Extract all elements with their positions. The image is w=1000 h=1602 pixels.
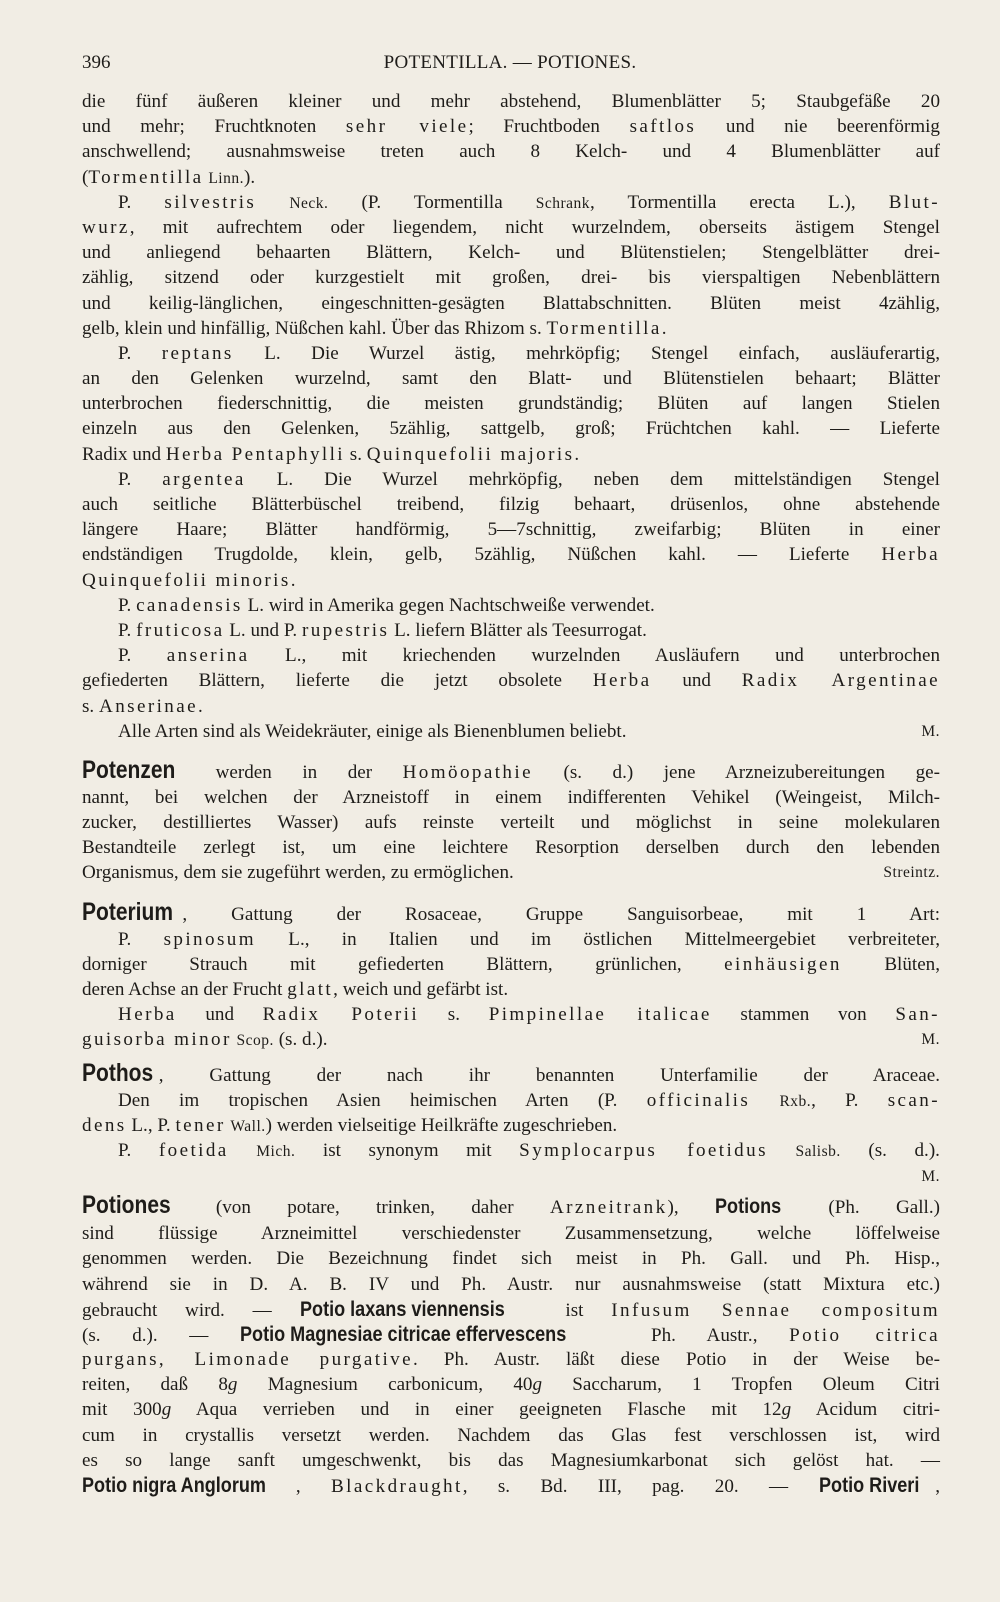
article-pothos: Pothos , Gattung der nach ihr benannten Unterfamilie der Araceae. <box>82 1058 940 1087</box>
text-line: nannt, bei welchen der Arzneistoff in einem indifferenten Vehikel (Weingeist, Milch- <box>82 786 940 808</box>
text-line: und mehr; Fruchtknoten sehr viele; Fruchtboden saftlos und nie beerenförmig <box>82 116 940 138</box>
text-line: endständigen Trugdolde, klein, gelb, 5zählig, Nüßchen kahl. — Lieferte Herba <box>82 544 940 566</box>
text-line: gelb, klein und hinfällig, Nüßchen kahl. Über das Rhizom s. Tormentilla. <box>82 317 667 339</box>
entry-canadensis: P. canadensis L. wird in Amerika gegen Nachtschweiße verwendet. <box>118 594 655 616</box>
text-line: gebraucht wird. — Potio laxans viennensis ist Infusum Sennae compositum <box>82 1297 941 1321</box>
text-line: es so lange sanft umgeschwenkt, bis das Magnesiumkarbonat sich gelöst hat. — <box>82 1449 940 1471</box>
text-line: mit 300g Aqua verrieben und in einer geeigneten Flasche mit 12g Acidum citri- <box>82 1399 940 1421</box>
text-line: genommen werden. Die Bezeichnung findet sich meist in Ph. Gall. und Ph. Hisp., <box>82 1248 940 1270</box>
article-poterium: Poterium , Gattung der Rosaceae, Gruppe Sanguisorbeae, mit 1 Art: <box>82 897 940 926</box>
text-line: an den Gelenken wurzelnd, samt den Blatt- und Blütenstielen behaart; Blätter <box>82 368 940 390</box>
text-line: reiten, daß 8g Magnesium carbonicum, 40g Saccharum, 1 Tropfen Oleum Citri <box>82 1374 940 1396</box>
article-heading: Pothos <box>82 1058 154 1087</box>
text-line: Potio nigra Anglorum , Blackdraught, s. Bd. III, pag. 20. — Potio Riveri , <box>82 1474 940 1497</box>
text-line: auch seitliche Blätterbüschel treibend, filzig behaart, drüsenlos, ohne abstehende <box>82 494 940 515</box>
text-line: anschwellend; ausnahmsweise treten auch 8 Kelch- und 4 Blumenblätter auf <box>82 141 940 163</box>
text-line: Herba und Radix Poterii s. Pimpinellae italicae stammen von San- <box>118 1004 940 1026</box>
text-line: guisorba minor Scop. (s. d.). M. <box>82 1027 940 1052</box>
author-name: Streintz. <box>883 864 940 882</box>
page-number: 396 <box>82 52 111 73</box>
entry-alle-arten: Alle Arten sind als Weidekräuter, einige als Bienenblumen beliebt. M. <box>82 719 940 744</box>
text-line: P. spinosum L., in Italien und im östlichen Mittelmeergebiet verbreiteter, <box>118 928 940 950</box>
text-line: Bestandteile zerlegt ist, um eine leichtere Resorption derselben durch den lebenden <box>82 837 940 859</box>
author-initial: M. <box>921 722 940 740</box>
text-line: sind flüssige Arzneimittel verschiedenster Zusammensetzung, welche löffelweise <box>82 1223 940 1245</box>
text-line: zählig, sitzend oder kurzgestielt mit großen, drei- bis vierspaltigen Nebenblättern <box>82 267 940 289</box>
text-line: einzeln aus den Gelenken, 5zählig, sattgelb, groß; Früchtchen kahl. — Lieferte <box>82 418 940 440</box>
text-line: gefiederten Blättern, lieferte die jetzt obsolete Herba und Radix Argentinae <box>82 670 940 692</box>
article-heading: Potenzen <box>82 755 176 784</box>
text-line: Quinquefolii minoris. <box>82 569 296 591</box>
text-line: dorniger Strauch mit gefiederten Blättern, grünlichen, einhäusigen Blüten, <box>82 953 940 975</box>
author-initial: M. <box>921 1168 940 1186</box>
text-line: deren Achse an der Frucht glatt, weich und gefärbt ist. <box>82 979 509 1000</box>
text-line: wurz, mit aufrechtem oder liegendem, nicht wurzelndem, oberseits ästigem Stengel <box>82 216 940 238</box>
text-line: purgans, Limonade purgative. Ph. Austr. läßt diese Potio in der Weise be- <box>82 1349 940 1371</box>
entry-reptans: P. reptans L. Die Wurzel ästig, mehrköpfig; Stengel einfach, ausläuferartig, <box>118 342 940 364</box>
entry-silvestris: P. silvestris Neck. (P. Tormentilla Schrank, Tormentilla erecta L.), Blut- <box>118 191 940 213</box>
article-potiones: Potiones (von potare, trinken, daher Arzneitrank), Potions (Ph. Gall.) <box>82 1191 940 1220</box>
article-potenzen: Potenzen werden in der Homöopathie (s. d.) jene Arzneizubereitungen ge- <box>82 755 940 784</box>
body-text <box>82 89 940 1500</box>
text-line: s. Anserinae. <box>82 695 203 717</box>
text-line: und anliegend behaarten Blättern, Kelch- und Blütenstielen; Stengelblätter drei- <box>82 242 940 264</box>
author-initial: M. <box>921 1031 940 1049</box>
text-line: unterbrochen fiederschnittig, die meisten grundständig; Blüten auf langen Stielen <box>82 393 940 415</box>
text-line: Organismus, dem sie zugeführt werden, zu ermöglichen. Streintz. <box>82 860 940 885</box>
text-line: die fünf äußeren kleiner und mehr abstehend, Blumenblätter 5; Staubgefäße 20 <box>82 91 940 112</box>
entry-argentea: P. argentea L. Die Wurzel mehrköpfig, neben dem mittelständigen Stengel <box>118 468 940 490</box>
article-heading: Poterium <box>82 897 174 926</box>
text-line: (s. d.). — Potio Magnesiae citricae effervescens Ph. Austr., Potio citrica <box>82 1322 940 1346</box>
text-line: längere Haare; Blätter handförmig, 5—7schnittig, zweifarbig; Blüten in einer <box>82 519 940 541</box>
entry-fruticosa: P. fruticosa L. und P. rupestris L. liefern Blätter als Teesurrogat. <box>118 619 647 641</box>
text-line <box>82 1163 940 1185</box>
text-line: und keilig-länglichen, eingeschnitten-gesägten Blattabschnitten. Blüten meist 4zählig, <box>82 292 940 314</box>
text-line: Den im tropischen Asien heimischen Arten (P. officinalis Rxb., P. scan- <box>118 1089 940 1111</box>
page-header <box>80 50 940 76</box>
text-line: dens L., P. tener Wall.) werden vielseitige Heilkräfte zugeschrieben. <box>82 1114 618 1136</box>
text-line: (Tormentilla Linn.). <box>82 166 256 188</box>
entry-anserina: P. anserina L., mit kriechenden wurzelnden Ausläufern und unterbrochen <box>118 645 940 667</box>
text-line: während sie in D. A. B. IV und Ph. Austr. nur ausnahmsweise (statt Mixtura etc.) <box>82 1273 940 1295</box>
article-heading: Potiones <box>82 1191 171 1220</box>
running-title: POTENTILLA. — POTIONES. <box>383 52 637 73</box>
text-line: P. foetida Mich. ist synonym mit Symplocarpus foetidus Salisb. (s. d.). <box>118 1139 940 1161</box>
text-line: Radix und Herba Pentaphylli s. Quinquefolii majoris. <box>82 443 580 465</box>
text-line: cum in crystallis versetzt werden. Nachdem das Glas fest verschlossen ist, wird <box>82 1424 940 1446</box>
text-line: zucker, destilliertes Wasser) aufs reinste verteilt und möglichst in seine molekularen <box>82 812 940 834</box>
